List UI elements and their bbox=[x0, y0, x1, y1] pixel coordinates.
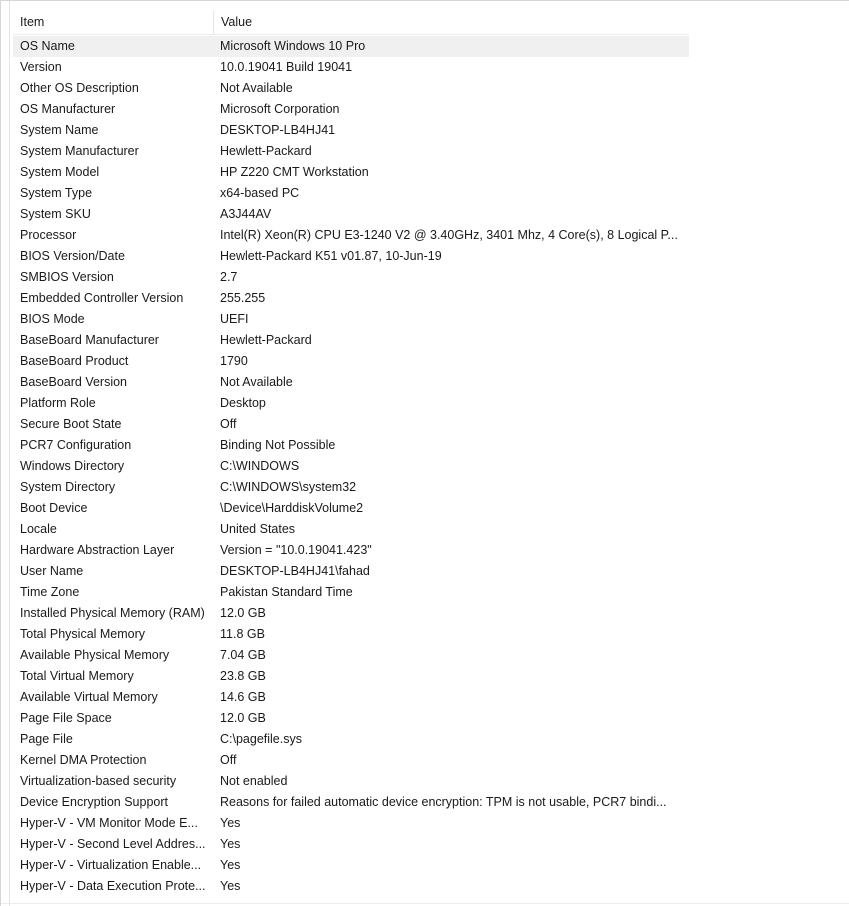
list-row[interactable] bbox=[13, 456, 689, 477]
row-item-cell: Locale bbox=[20, 522, 57, 536]
row-item-cell: Hardware Abstraction Layer bbox=[20, 543, 175, 557]
row-item-cell: SMBIOS Version bbox=[20, 270, 114, 284]
row-value-cell: Yes bbox=[220, 858, 241, 872]
list-row[interactable] bbox=[13, 876, 689, 897]
column-header-value[interactable]: Value bbox=[221, 15, 253, 29]
row-item-cell: Installed Physical Memory (RAM) bbox=[20, 606, 205, 620]
list-row[interactable] bbox=[13, 834, 689, 855]
row-value-cell: \Device\HarddiskVolume2 bbox=[220, 501, 364, 515]
row-value-cell: A3J44AV bbox=[220, 207, 272, 221]
row-item-cell: Version bbox=[20, 60, 62, 74]
row-value-cell: Off bbox=[220, 417, 237, 431]
row-value-cell: Desktop bbox=[220, 396, 266, 410]
row-item-cell: Hyper-V - Second Level Addres... bbox=[20, 837, 206, 851]
row-value-cell: Binding Not Possible bbox=[220, 438, 336, 452]
row-value-cell: 12.0 GB bbox=[220, 606, 266, 620]
row-value-cell: Yes bbox=[220, 816, 241, 830]
row-item-cell: Device Encryption Support bbox=[20, 795, 168, 809]
row-value-cell: DESKTOP-LB4HJ41 bbox=[220, 123, 336, 137]
list-row[interactable] bbox=[13, 225, 689, 246]
row-value-cell: Hewlett-Packard K51 v01.87, 10-Jun-19 bbox=[220, 249, 442, 263]
row-value-cell: Off bbox=[220, 753, 237, 767]
row-item-cell: BaseBoard Product bbox=[20, 354, 129, 368]
list-row[interactable] bbox=[13, 351, 689, 372]
row-value-cell: 255.255 bbox=[220, 291, 266, 305]
row-value-cell: 11.8 GB bbox=[220, 627, 265, 641]
row-value-cell: C:\pagefile.sys bbox=[220, 732, 302, 746]
list-row[interactable] bbox=[13, 750, 689, 771]
row-item-cell: BaseBoard Manufacturer bbox=[20, 333, 159, 347]
list-row[interactable] bbox=[13, 246, 689, 267]
row-value-cell: HP Z220 CMT Workstation bbox=[220, 165, 369, 179]
row-value-cell: C:\WINDOWS\system32 bbox=[220, 480, 357, 494]
row-item-cell: Total Virtual Memory bbox=[20, 669, 134, 683]
row-value-cell: 1790 bbox=[220, 354, 248, 368]
row-value-cell: 23.8 GB bbox=[220, 669, 266, 683]
row-item-cell: Available Virtual Memory bbox=[20, 690, 158, 704]
list-row[interactable] bbox=[13, 855, 689, 876]
row-item-cell: PCR7 Configuration bbox=[20, 438, 132, 452]
row-value-cell: Version = "10.0.19041.423" bbox=[220, 543, 372, 557]
list-row[interactable] bbox=[13, 645, 689, 666]
list-row[interactable] bbox=[13, 771, 689, 792]
bottom-divider bbox=[1, 903, 849, 904]
row-item-cell: Page File bbox=[20, 732, 73, 746]
row-value-cell: 7.04 GB bbox=[220, 648, 266, 662]
list-row[interactable] bbox=[13, 708, 689, 729]
row-value-cell: Microsoft Corporation bbox=[220, 102, 340, 116]
row-item-cell: System Name bbox=[20, 123, 99, 137]
list-row[interactable] bbox=[13, 393, 689, 414]
row-value-cell: Intel(R) Xeon(R) CPU E3-1240 V2 @ 3.40GHz, 3401 Mhz, 4 Core(s), 8 Logical P... bbox=[220, 228, 678, 242]
row-value-cell: x64-based PC bbox=[220, 186, 300, 200]
list-header bbox=[13, 11, 689, 35]
row-item-cell: System Model bbox=[20, 165, 100, 179]
row-value-cell: Not Available bbox=[220, 81, 293, 95]
list-row[interactable] bbox=[13, 78, 689, 99]
row-item-cell: BIOS Version/Date bbox=[20, 249, 125, 263]
list-row[interactable] bbox=[13, 330, 689, 351]
pane-splitter[interactable] bbox=[1, 1, 10, 906]
row-item-cell: Time Zone bbox=[20, 585, 80, 599]
list-row[interactable] bbox=[13, 183, 689, 204]
row-item-cell: Other OS Description bbox=[20, 81, 139, 95]
row-value-cell: Not Available bbox=[220, 375, 293, 389]
list-row[interactable] bbox=[13, 309, 689, 330]
list-row[interactable] bbox=[13, 519, 689, 540]
row-item-cell: OS Manufacturer bbox=[20, 102, 116, 116]
list-rows bbox=[13, 35, 689, 897]
row-value-cell: 10.0.19041 Build 19041 bbox=[220, 60, 353, 74]
list-row[interactable] bbox=[13, 57, 689, 78]
system-summary-list[interactable] bbox=[13, 11, 689, 906]
row-item-cell: OS Name bbox=[20, 39, 75, 53]
list-row[interactable] bbox=[13, 498, 689, 519]
row-item-cell: Windows Directory bbox=[20, 459, 125, 473]
list-row[interactable] bbox=[13, 792, 689, 813]
row-item-cell: Available Physical Memory bbox=[20, 648, 170, 662]
row-value-cell: UEFI bbox=[220, 312, 249, 326]
list-row[interactable] bbox=[13, 582, 689, 603]
row-item-cell: Kernel DMA Protection bbox=[20, 753, 147, 767]
row-item-cell: System Manufacturer bbox=[20, 144, 139, 158]
row-item-cell: BaseBoard Version bbox=[20, 375, 128, 389]
row-value-cell: Microsoft Windows 10 Pro bbox=[220, 39, 366, 53]
row-value-cell: C:\WINDOWS bbox=[220, 459, 300, 473]
row-item-cell: Hyper-V - VM Monitor Mode E... bbox=[20, 816, 198, 830]
list-row[interactable] bbox=[13, 435, 689, 456]
row-value-cell: Hewlett-Packard bbox=[220, 333, 312, 347]
row-item-cell: Embedded Controller Version bbox=[20, 291, 184, 305]
list-row[interactable] bbox=[13, 99, 689, 120]
list-row[interactable] bbox=[13, 141, 689, 162]
row-item-cell: Page File Space bbox=[20, 711, 112, 725]
row-item-cell: User Name bbox=[20, 564, 84, 578]
list-row[interactable] bbox=[13, 36, 689, 57]
list-row[interactable] bbox=[13, 666, 689, 687]
row-item-cell: System Directory bbox=[20, 480, 116, 494]
list-row[interactable] bbox=[13, 687, 689, 708]
row-item-cell: Total Physical Memory bbox=[20, 627, 146, 641]
row-item-cell: Hyper-V - Virtualization Enable... bbox=[20, 858, 202, 872]
row-value-cell: United States bbox=[220, 522, 296, 536]
column-header-item[interactable]: Item bbox=[13, 11, 214, 34]
list-row[interactable] bbox=[13, 729, 689, 750]
list-row[interactable] bbox=[13, 477, 689, 498]
row-item-cell: System SKU bbox=[20, 207, 91, 221]
list-row[interactable] bbox=[13, 603, 689, 624]
list-row[interactable] bbox=[13, 624, 689, 645]
list-row[interactable] bbox=[13, 414, 689, 435]
row-value-cell: 14.6 GB bbox=[220, 690, 266, 704]
row-value-cell: 12.0 GB bbox=[220, 711, 266, 725]
row-value-cell: Reasons for failed automatic device encryption: TPM is not usable, PCR7 bindi... bbox=[220, 795, 667, 809]
row-item-cell: Boot Device bbox=[20, 501, 88, 515]
list-row[interactable] bbox=[13, 540, 689, 561]
row-item-cell: Secure Boot State bbox=[20, 417, 122, 431]
row-item-cell: Hyper-V - Data Execution Prote... bbox=[20, 879, 206, 893]
list-row[interactable] bbox=[13, 204, 689, 225]
row-item-cell: Processor bbox=[20, 228, 77, 242]
list-row[interactable] bbox=[13, 288, 689, 309]
row-value-cell: Yes bbox=[220, 879, 241, 893]
list-row[interactable] bbox=[13, 267, 689, 288]
list-row[interactable] bbox=[13, 372, 689, 393]
list-row[interactable] bbox=[13, 813, 689, 834]
list-row[interactable] bbox=[13, 561, 689, 582]
row-value-cell: Pakistan Standard Time bbox=[220, 585, 353, 599]
row-value-cell: 2.7 bbox=[220, 270, 238, 284]
row-value-cell: Not enabled bbox=[220, 774, 288, 788]
row-value-cell: Hewlett-Packard bbox=[220, 144, 312, 158]
list-row[interactable] bbox=[13, 162, 689, 183]
row-item-cell: BIOS Mode bbox=[20, 312, 85, 326]
row-item-cell: System Type bbox=[20, 186, 93, 200]
row-value-cell: DESKTOP-LB4HJ41\fahad bbox=[220, 564, 370, 578]
row-value-cell: Yes bbox=[220, 837, 241, 851]
row-item-cell: Platform Role bbox=[20, 396, 96, 410]
row-item-cell: Virtualization-based security bbox=[20, 774, 177, 788]
list-row[interactable] bbox=[13, 120, 689, 141]
